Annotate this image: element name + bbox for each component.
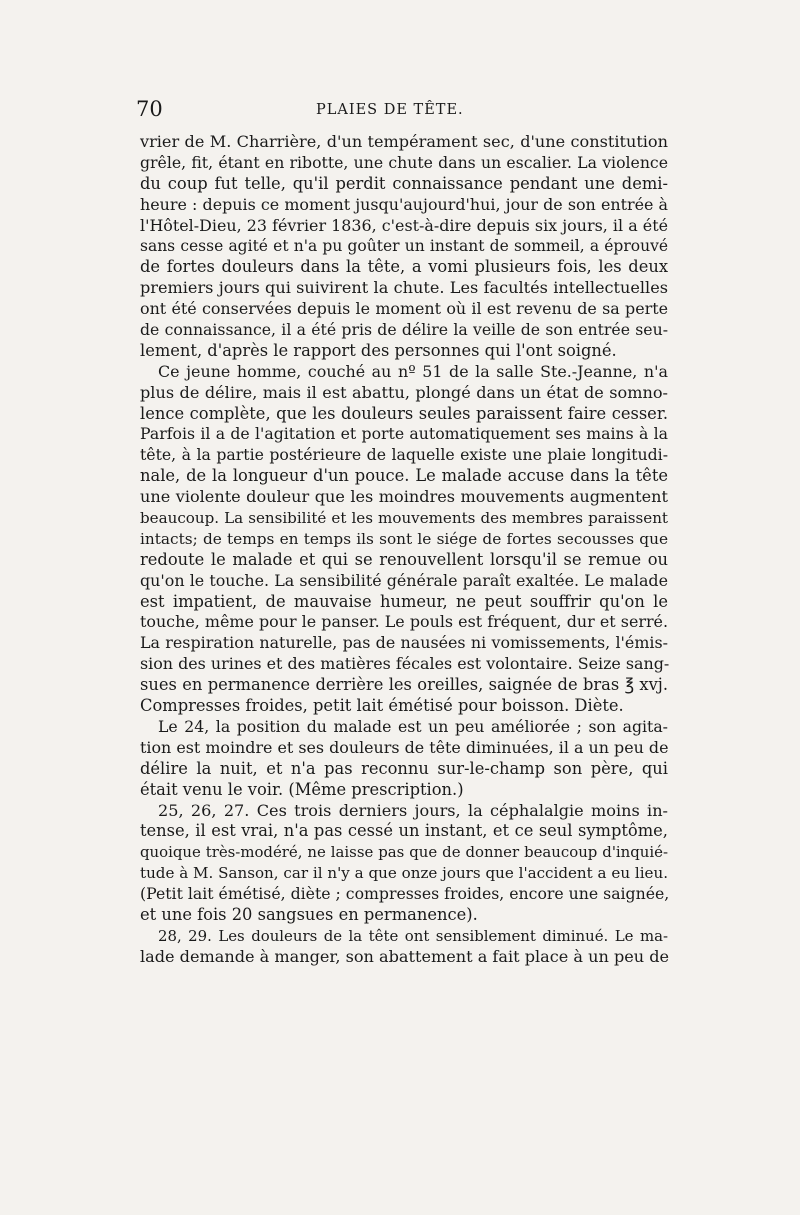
text-line: de fortes douleurs dans la tête, a vomi plusieurs fois, les deux	[140, 257, 668, 277]
paragraph	[140, 717, 668, 801]
body-text	[140, 132, 668, 968]
text-line: tion est moindre et ses douleurs de tête diminuées, il a un peu de	[140, 737, 669, 757]
text-line: intacts; de temps en temps ils sont le siége de fortes secousses que	[140, 529, 668, 548]
text-line: tête, à la partie postérieure de laquelle existe une plaie longitudi-	[140, 445, 668, 465]
text-line: premiers jours qui suivirent la chute. Les facultés intellectuelles	[140, 278, 668, 298]
paragraph	[140, 926, 668, 968]
paragraph	[140, 362, 668, 717]
paragraph	[140, 801, 668, 926]
text-line: lade demande à manger, son abattement a fait place à un peu de	[140, 946, 670, 966]
text-line: 25, 26, 27. Ces trois derniers jours, la céphalalgie moins in-	[158, 800, 668, 820]
text-line: heure : depuis ce moment jusqu'aujourd'hui, jour de son entrée à	[140, 194, 668, 214]
text-line: Ce jeune homme, couché au nº 51 de la salle Ste.-Jeanne, n'a	[158, 361, 668, 381]
running-title: PLAIES DE TÊTE.	[316, 102, 464, 118]
text-line: redoute le malade et qui se renouvellent lorsqu'il se remue ou	[140, 549, 668, 569]
text-line: sion des urines et des matières fécales est volontaire. Seize sang-	[140, 654, 670, 674]
text-line: quoique très-modéré, ne laisse pas que de donner beaucoup d'inquié-	[140, 843, 668, 862]
text-line: Parfois il a de l'agitation et porte automatiquement ses mains à la	[140, 424, 668, 444]
text-line: lement, d'après le rapport des personnes qui l'ont soigné.	[140, 340, 617, 360]
text-line: ont été conservées depuis le moment où il est revenu de sa perte	[140, 299, 668, 319]
text-line: du coup fut telle, qu'il perdit connaissance pendant une demi-	[140, 173, 668, 193]
text-line: plus de délire, mais il est abattu, plongé dans un état de somno-	[140, 382, 668, 402]
text-line: lence complète, que les douleurs seules paraissent faire cesser.	[140, 403, 668, 423]
text-line: Le 24, la position du malade est un peu améliorée ; son agita-	[158, 716, 668, 736]
text-line: était venu le voir. (Même prescription.)	[140, 779, 464, 799]
text-line: sues en permanence derrière les oreilles, saignée de bras ℥ xvj.	[140, 675, 668, 695]
text-line: La respiration naturelle, pas de nausées ni vomissements, l'émis-	[140, 633, 668, 653]
text-line: est impatient, de mauvaise humeur, ne peut souffrir qu'on le	[140, 591, 668, 611]
text-line: une violente douleur que les moindres mouvements augmentent	[140, 487, 668, 507]
text-line: nale, de la longueur d'un pouce. Le malade accuse dans la tête	[140, 466, 668, 486]
text-line: tense, il est vrai, n'a pas cessé un instant, et ce seul symptôme,	[140, 821, 668, 841]
text-line: et une fois 20 sangsues en permanence).	[140, 904, 478, 924]
text-line: qu'on le touche. La sensibilité générale paraît exaltée. Le malade	[140, 570, 668, 590]
text-line: vrier de M. Charrière, d'un tempérament sec, d'une constitution	[140, 132, 668, 151]
text-line: délire la nuit, et n'a pas reconnu sur-le-champ son père, qui	[140, 758, 668, 778]
text-line: beaucoup. La sensibilité et les mouvements des membres paraissent	[140, 509, 668, 528]
text-line: touche, même pour le panser. Le pouls est fréquent, dur et serré.	[140, 612, 668, 632]
text-line: de connaissance, il a été pris de délire la veille de son entrée seu-	[140, 320, 668, 340]
text-line: Compresses froides, petit lait émétisé pour boisson. Diète.	[140, 696, 624, 716]
page-header	[136, 96, 670, 126]
text-line: (Petit lait émétisé, diète ; compresses froides, encore une saignée,	[140, 884, 670, 904]
page-number: 70	[136, 97, 163, 121]
text-line: 28, 29. Les douleurs de la tête ont sensiblement diminué. Le ma-	[158, 926, 668, 945]
text-line: tude à M. Sanson, car il n'y a que onze jours que l'accident a eu lieu.	[140, 864, 668, 883]
text-line: sans cesse agité et n'a pu goûter un instant de sommeil, a éprouvé	[140, 237, 668, 256]
text-line: l'Hôtel-Dieu, 23 février 1836, c'est-à-dire depuis six jours, il a été	[140, 215, 668, 235]
paragraph	[140, 132, 668, 362]
text-line: grêle, fit, étant en ribotte, une chute dans un escalier. La violence	[140, 152, 668, 172]
